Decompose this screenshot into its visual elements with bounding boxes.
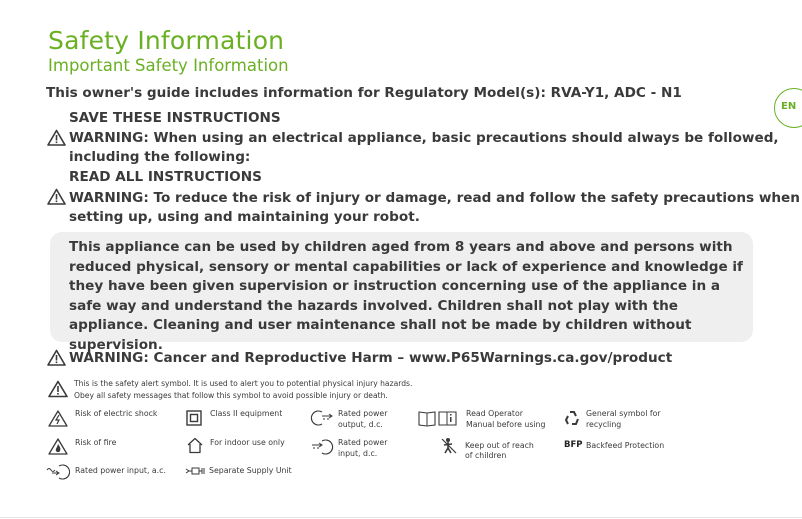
safety-alert-icon [48,380,68,398]
warning-injury: WARNING: To reduce the risk of injury or damage, read and follow the safety precautions when [69,190,800,206]
warning-electrical: WARNING: When using an electrical appliance, basic precautions should always be followed, [69,130,779,146]
page-subtitle: Important Safety Information [48,56,289,75]
recycling-icon [564,410,580,426]
electric-shock-label: Risk of electric shock [75,409,158,418]
page-title: Safety Information [48,26,285,55]
save-instructions: SAVE THESE INSTRUCTIONS [69,110,281,126]
fire-risk-icon [48,438,68,455]
rated-input-ac-icon [46,464,70,480]
class-ii-icon [186,410,202,426]
p65-warning: WARNING: Cancer and Reproductive Harm – www.P65Warnings.ca.gov/product [69,350,673,366]
rated-output-dc-label-2: output, d.c. [338,420,383,429]
indoor-use-icon [186,437,204,454]
separate-supply-unit-label: Separate Supply Unit [209,466,292,475]
warning-triangle-icon [47,129,66,146]
bottom-divider [0,517,802,518]
warning-electrical-cont: including the following: [69,149,251,165]
children-notice-text: This appliance can be used by children aged from 8 years and above and persons with reduced physical, sensory or mental capabilities or lack of experience and knowledge if they have been given supervision or instruction concerning use of the appliance in a safe way and understand the hazards involved. Children shall not play with the appliance. Cleaning and user maintenance shall not be made by children without supervision. [69,239,743,353]
rated-input-dc-icon [310,439,334,455]
read-manual-label-2: Manual before using [466,420,546,429]
recycling-label-1: General symbol for [586,409,661,418]
separate-supply-unit-icon [185,466,205,476]
rated-output-dc-label-1: Rated power [338,409,388,418]
regulatory-intro: This owner's guide includes information for Regulatory Model(s): RVA-Y1, ADC - N1 [46,85,682,101]
keep-away-label-2: of children [465,451,507,460]
rated-output-dc-icon [310,410,334,426]
children-notice-box [50,232,753,353]
alert-symbol-text-2: Obey all safety messages that follow this symbol to avoid possible injury or death. [74,391,388,400]
bfp-label: Backfeed Protection [586,441,665,450]
indoor-use-label: For indoor use only [210,438,285,447]
warning-triangle-icon [47,349,66,366]
class-ii-label: Class II equipment [210,409,283,418]
keep-away-from-children-icon [440,437,458,455]
language-badge-label: EN [781,101,797,112]
rated-input-ac-label: Rated power input, a.c. [75,466,166,475]
bfp-icon: BFP [564,440,583,450]
recycling-label-2: recycling [586,420,622,429]
rated-input-dc-label-2: input, d.c. [338,449,378,458]
fire-risk-label: Risk of fire [75,438,117,447]
read-all-instructions: READ ALL INSTRUCTIONS [69,169,262,185]
keep-away-label-1: Keep out of reach [465,441,534,450]
alert-symbol-text-1: This is the safety alert symbol. It is used to alert you to potential physical injury hazards. [74,379,413,388]
read-manual-label-1: Read Operator [466,409,523,418]
language-badge[interactable] [774,88,802,128]
warning-injury-cont: setting up, using and maintaining your robot. [69,209,420,225]
read-manual-icon [418,410,458,427]
warning-triangle-icon [47,188,66,205]
electric-shock-icon [48,410,68,427]
rated-input-dc-label-1: Rated power [338,438,388,447]
